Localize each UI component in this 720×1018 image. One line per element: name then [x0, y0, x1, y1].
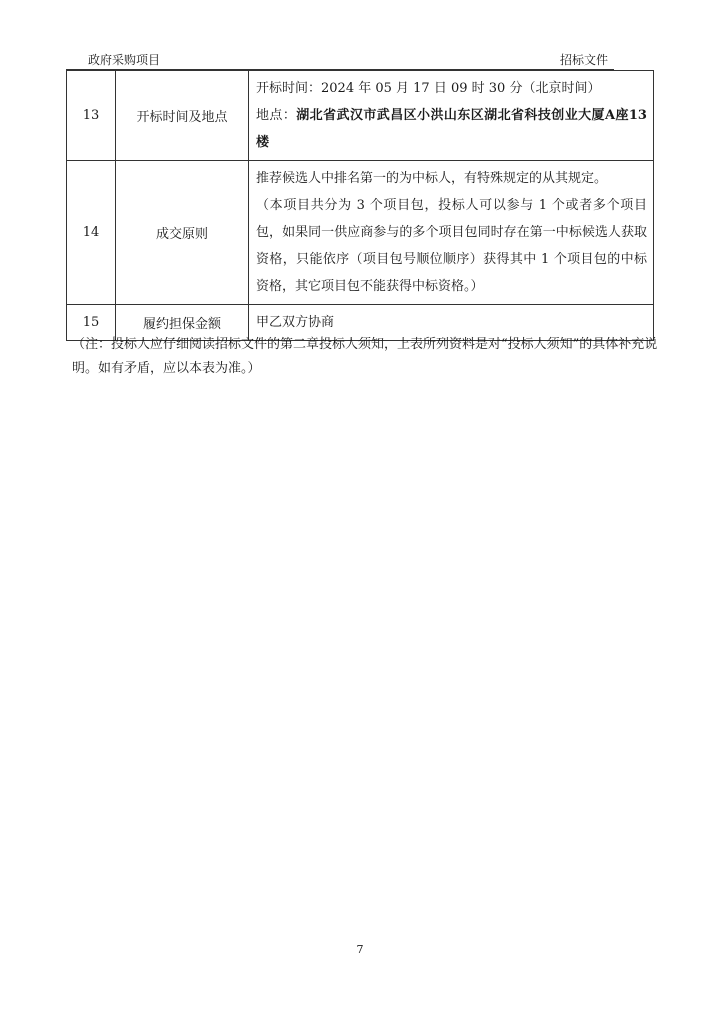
- row-item-name: 成交原则: [116, 161, 249, 305]
- row-content: [249, 161, 654, 305]
- table-row: [67, 161, 654, 305]
- opening-place: [256, 102, 647, 156]
- opening-time: 开标时间：2024 年 05 月 17 日 09 时 30 分（北京时间）: [256, 81, 601, 96]
- header-project-type: 政府采购项目: [88, 53, 161, 67]
- row-content: 甲乙双方协商: [249, 305, 654, 341]
- row-content: [249, 71, 654, 161]
- page-header: [66, 53, 614, 70]
- row-item-name: 开标时间及地点: [116, 71, 249, 161]
- row-number: 14: [67, 161, 116, 305]
- award-principle: 推荐候选人中排名第一的为中标人，有特殊规定的从其规定。: [256, 171, 608, 186]
- row-item-name: 履约担保金额: [116, 305, 249, 341]
- table-note: （注：投标人应仔细阅读招标文件的第二章投标人须知，上表所列资料是对“投标人须知”的具体补充说明。如有矛盾，应以本表为准。）: [72, 337, 658, 376]
- row-number: 13: [67, 71, 116, 161]
- row-number: 15: [67, 305, 116, 341]
- place-label: 地点：: [256, 108, 297, 123]
- page-number: 7: [356, 943, 364, 956]
- table-row: [67, 71, 654, 161]
- bid-info-table: [66, 70, 654, 341]
- header-document-type: 招标文件: [559, 53, 608, 67]
- place-value: 湖北省武汉市武昌区小洪山东区湖北省科技创业大厦A座13楼: [256, 108, 647, 150]
- award-principle-detail: （本项目共分为 3 个项目包，投标人可以参与 1 个或者多个项目包，如果同一供应商参与的多个项目包同时存在第一中标候选人获取资格，只能依序（项目包号顺位顺序）获得其中 1 个项目包的中标资格，其它项目包不能获得中标资格。）: [256, 198, 647, 294]
